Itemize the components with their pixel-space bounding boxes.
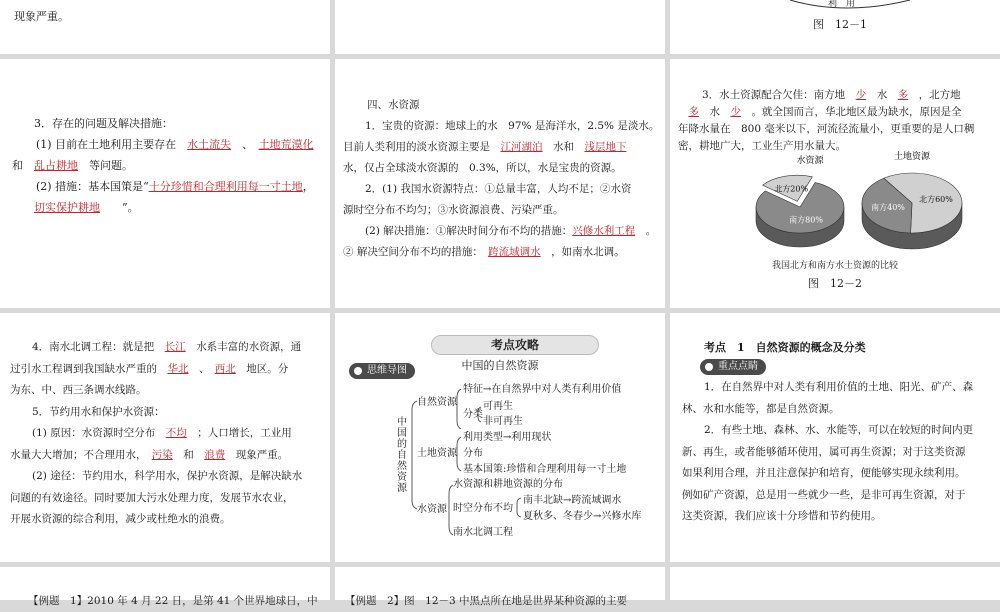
- answer-soil-erosion: 水土流失: [187, 138, 232, 151]
- mindmap-land-use-types: 利用类型→利用现状: [463, 432, 552, 443]
- answer-water-projects: 兴修水利工程: [572, 225, 636, 237]
- land-issues-line-1: [12, 134, 322, 155]
- mindmap-classification: 分类: [463, 409, 483, 420]
- figure-12-1-label: 利 用: [828, 0, 856, 9]
- answer-pollution: 污染: [151, 448, 173, 461]
- slide-1-text: 现象严重。: [14, 10, 69, 23]
- mindmap-renewable: 可再生: [483, 401, 513, 412]
- pie-slice-water-north-label: 北方20%: [774, 184, 809, 194]
- water-line-3: 水，仅占全球淡水资源的 0.3%，所以，水是宝贵的资源。: [343, 162, 622, 174]
- slide-10: [0, 567, 330, 607]
- answer-north-land: 多: [688, 106, 699, 118]
- answer-waste: 浪费: [204, 448, 226, 461]
- snw-line-8: 问题的有效途径。同时要加大污水处理力度，发展节水农业，: [10, 491, 294, 504]
- text: ② 解决空间分布不均的措施：: [343, 246, 478, 258]
- text: 现象严重。: [235, 448, 289, 461]
- figure-12-2-title: 我国北方和南方水土资源的比较: [771, 261, 898, 271]
- text: 4．南水北调工程：就是把: [32, 341, 155, 353]
- land-issues-block: [12, 113, 322, 218]
- pie-title-land: 土地资源: [893, 152, 931, 162]
- answer-illegal-land-use: 乱占耕地: [34, 159, 78, 172]
- kp-line-4: 新、再生，或者能够循环使用，属可再生资源；对于这类资源: [682, 445, 966, 458]
- text: 、: [242, 138, 248, 151]
- water-line-7: [343, 242, 661, 263]
- text: 等问题。: [89, 159, 133, 172]
- mindmap-water-resources: 水资源: [417, 504, 447, 515]
- land-measures-line-2: [12, 197, 322, 218]
- text: 水和: [553, 141, 574, 153]
- land-issues-line-2: [12, 155, 322, 176]
- water-line-4: 2．(1) 我国水资源特点：①总量丰富，人均不足；②水资: [365, 183, 632, 195]
- slide-12: [670, 567, 1000, 600]
- text: 和: [12, 159, 23, 172]
- answer-protect-farmland: 切实保护耕地: [34, 201, 100, 214]
- mindmap-land-policy: 基本国策:珍惜和合理利用每一寸土地: [463, 464, 627, 475]
- text: 地区。分: [246, 362, 289, 375]
- answer-north-water: 少: [730, 106, 741, 118]
- mind-map-tag: 思维导图: [349, 363, 415, 379]
- water-heading: 四、水资源: [367, 99, 420, 111]
- snw-line-6: [10, 445, 328, 467]
- mindmap-water-farmland-distribution: 水资源和耕地资源的分布: [453, 479, 563, 490]
- south-north-water-block: [10, 337, 328, 531]
- snw-line-7: (2) 途径：节约用水，科学用水，保护水资源，是解决缺水: [32, 470, 303, 482]
- mindmap-title: 中国的自然资源: [461, 359, 539, 372]
- text: (1) 原因：水资源时空分布: [32, 427, 156, 439]
- answer-national-policy: 十分珍惜和合理利用每一寸土地: [148, 180, 303, 193]
- water-line-1: 1．宝贵的资源：地球上的水 97% 是海洋水，2.5% 是淡水。: [365, 120, 660, 132]
- slide-5: [335, 59, 665, 308]
- key-points-block: [682, 377, 998, 528]
- slide-2: [335, 0, 665, 54]
- answer-uneven: 不均: [165, 427, 187, 439]
- snw-line-9: 开展水资源的综合利用，减少或杜绝水的浪费。: [10, 513, 231, 525]
- mindmap-land-distribution: 分布: [463, 448, 483, 459]
- text: 。: [645, 225, 657, 237]
- answer-northwest: 西北: [214, 362, 236, 375]
- answer-rivers-lakes: 江河湖泊: [500, 141, 543, 153]
- slide-3: [670, 0, 1000, 54]
- text: 水量大大增加；不合理用水，: [10, 448, 142, 461]
- exam-strategy-banner: 考点攻略: [431, 335, 599, 355]
- answer-shallow-ground: 浅层地下: [584, 141, 627, 153]
- mismatch-line-4: 密，耕地广大，工业生产用水量大。: [678, 140, 846, 152]
- key-points-tag: 重点点睛: [700, 359, 766, 375]
- mindmap-root: 中国的自然资源: [397, 417, 407, 494]
- text: ，如南水北调。: [551, 246, 625, 258]
- text: 、: [199, 362, 205, 375]
- water-line-5: 源时空分布不均匀；③水资源浪费、污染严重。: [343, 204, 564, 216]
- mindmap-natural-resources: 自然资源: [417, 397, 457, 408]
- text: 。就全国而言，华北地区最为缺水，原因是全: [751, 106, 962, 118]
- land-measures-line-1: [12, 176, 322, 197]
- text: 和: [183, 448, 194, 461]
- pie-slice-water-south-label: 南方80%: [789, 215, 823, 225]
- snw-line-4: 5．节约用水和保护水资源：: [32, 405, 165, 418]
- text: 水: [876, 89, 888, 101]
- snw-line-2: [10, 359, 328, 381]
- answer-north-china: 华北: [167, 362, 189, 375]
- text: 3．水土资源配合欠佳：南方地: [702, 89, 846, 101]
- text: 目前人类利用的淡水资源主要是: [343, 141, 490, 153]
- pie-slice-land-north-label: 北方60%: [919, 194, 953, 204]
- mindmap-land-resources: 土地资源: [417, 448, 457, 459]
- text: ，北方地: [918, 89, 961, 101]
- water-line-6: [343, 221, 661, 242]
- slide-1: [0, 0, 330, 54]
- mindmap-nonrenewable: 非可再生: [483, 416, 523, 427]
- answer-south-water: 多: [897, 89, 909, 101]
- water-line-2: [343, 137, 661, 158]
- slide-6: [670, 59, 1000, 308]
- pie-slice-land-south-label: 南方40%: [871, 203, 905, 213]
- example-2-text: 【例题 2】图 12－3 中黑点所在地是世界某种资源的主要: [345, 595, 628, 607]
- topic-heading: 考点 1 自然资源的概念及分类: [704, 341, 866, 354]
- text: (2) 解决措施：①解决时间分布不均的措施：: [365, 225, 573, 237]
- text: ，: [302, 180, 314, 193]
- figure-12-1-caption: 图 12－1: [813, 18, 867, 31]
- answer-yangtze: 长江: [164, 341, 186, 353]
- figure-12-2-pie-charts: [670, 151, 1000, 271]
- answer-south-land: 少: [855, 89, 867, 101]
- pie-title-water: 水资源: [796, 156, 824, 166]
- text: (2) 措施：基本国策是“: [36, 180, 149, 193]
- snw-line-5: [10, 423, 328, 445]
- kp-line-5: 如果利用合理，并且注意保护和培育，便能够实现永续利用。: [682, 467, 966, 479]
- text: (1) 目前在土地利用主要存在: [36, 138, 177, 151]
- mindmap-feature: 特征→在自然界中对人类有利用价值: [463, 384, 622, 395]
- text: 过引水工程调到我国缺水严重的: [10, 362, 157, 375]
- land-water-mismatch-block: [678, 87, 996, 155]
- slide-4: [0, 59, 330, 308]
- mindmap-snw-project: 南水北调工程: [453, 527, 513, 538]
- kp-line-1: 1．在自然界中对人类有利用价值的土地、阳光、矿产、森: [704, 381, 974, 393]
- snw-line-1: [10, 337, 328, 359]
- kp-line-7: 这类资源，我们应该十分珍惜和节约使用。: [682, 510, 882, 522]
- text: ；人口增长，工业用: [197, 427, 292, 439]
- slide-9: [670, 313, 1000, 562]
- slide-7: [0, 313, 330, 562]
- slide-11: [335, 567, 665, 607]
- figure-12-2-caption: 图 12－2: [808, 277, 862, 290]
- land-issues-heading: 3．存在的问题及解决措施：: [34, 117, 173, 130]
- mismatch-line-1: [678, 87, 996, 104]
- kp-line-2: 林、水和水能等，都是自然资源。: [682, 402, 840, 415]
- answer-desertification: 土地荒漠化: [258, 138, 314, 151]
- kp-line-6: 例如矿产资源，总是用一些就少一些，是非可再生资源，对于: [682, 488, 966, 501]
- mindmap-diversion: 南丰北缺→跨流域调水: [523, 495, 622, 506]
- snw-line-3: 为东、中、西三条调水线路。: [10, 384, 147, 396]
- mismatch-line-3: 年降水量在 800 毫米以下，河流径流量小，更重要的是人口稠: [678, 123, 975, 135]
- answer-water-diversion: 跨流域调水: [488, 246, 541, 258]
- example-1-text: 【例题 1】2010 年 4 月 22 日，是第 41 个世界地球日，中: [28, 595, 318, 607]
- mismatch-line-2: [678, 104, 996, 121]
- text: 水系丰富的水资源，通: [196, 341, 302, 353]
- mindmap-uneven-distribution: 时空分布不均: [453, 503, 513, 514]
- slide-8: [335, 313, 665, 562]
- kp-line-3: 2．有些土地、森林、水、水能等，可以在较短的时间内更: [704, 424, 974, 436]
- text: ”。: [122, 201, 139, 214]
- mindmap-reservoirs: 夏秋多、冬春少→兴修水库: [523, 511, 642, 522]
- text: 水: [709, 106, 720, 118]
- water-resources-block: [343, 95, 661, 263]
